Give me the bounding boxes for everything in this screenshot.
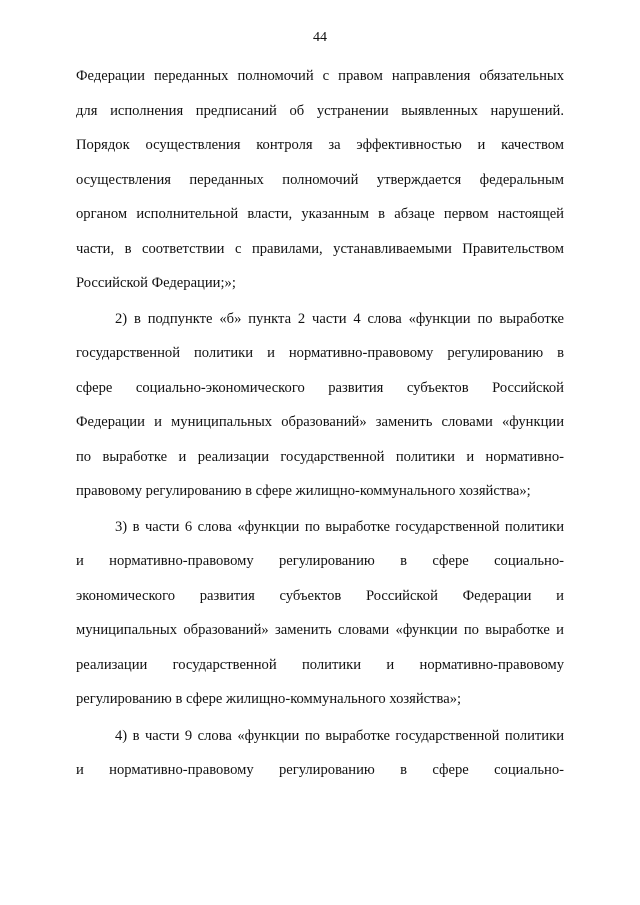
text-line: 2) в подпункте «б» пункта 2 части 4 слова «функции по выработке — [115, 311, 564, 327]
text-line: 4) в части 9 слова «функции по выработке государственной политики — [115, 728, 564, 744]
text-line: правовому регулированию в сфере жилищно-коммунального хозяйства»; — [76, 483, 531, 499]
text-line: органом исполнительной власти, указанным в абзаце первом настоящей — [76, 206, 564, 222]
text-line: Федерации переданных полномочий с правом направления обязательных — [76, 68, 564, 84]
text-line: реализации государственной политики и нормативно-правовому — [76, 657, 564, 673]
text-line: 3) в части 6 слова «функции по выработке государственной политики — [115, 519, 564, 535]
text-line: части, в соответствии с правилами, устанавливаемыми Правительством — [76, 241, 564, 257]
text-line: Порядок осуществления контроля за эффективностью и качеством — [76, 137, 564, 153]
text-line: экономического развития субъектов Российской Федерации и — [76, 588, 564, 604]
text-line: сфере социально-экономического развития субъектов Российской — [76, 380, 564, 396]
text-line: муниципальных образований» заменить словами «функции по выработке и — [76, 622, 564, 638]
text-line: осуществления переданных полномочий утверждается федеральным — [76, 172, 564, 188]
text-line: и нормативно-правовому регулированию в сфере социально- — [76, 762, 564, 778]
text-line: для исполнения предписаний об устранении выявленных нарушений. — [76, 103, 564, 119]
text-line: регулированию в сфере жилищно-коммунального хозяйства»; — [76, 691, 462, 707]
text-line: по выработке и реализации государственной политики и нормативно- — [76, 449, 564, 465]
text-line: и нормативно-правовому регулированию в сфере социально- — [76, 553, 564, 569]
text-line: государственной политики и нормативно-правовому регулированию в — [76, 345, 564, 361]
page-number: 44 — [313, 30, 327, 45]
text-line: Российской Федерации;»; — [76, 275, 236, 291]
text-line: Федерации и муниципальных образований» заменить словами «функции — [76, 414, 564, 430]
